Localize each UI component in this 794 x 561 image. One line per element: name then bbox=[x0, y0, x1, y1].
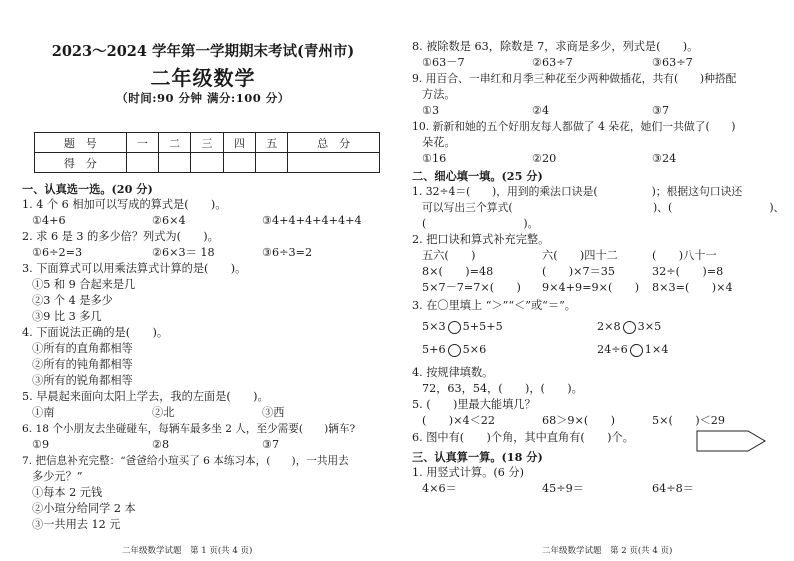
q5-option-2[interactable]: ②北 bbox=[152, 406, 175, 419]
score-input-cell[interactable] bbox=[126, 153, 158, 173]
calc-item[interactable]: 64÷8＝ bbox=[652, 482, 694, 495]
q8-option-3[interactable]: ③63÷7 bbox=[652, 56, 693, 69]
compare-right: 5+5+5 bbox=[462, 320, 503, 333]
q10-option-1[interactable]: ①16 bbox=[422, 152, 447, 165]
score-table-score-row bbox=[35, 153, 380, 173]
question-4: 4. 下面说法正确的是( )。 bbox=[22, 326, 169, 339]
compare-left: 5×3 bbox=[422, 320, 446, 333]
fill-2-item[interactable]: 5×7－7=7×( ) bbox=[422, 281, 521, 294]
question-10-line2: 朵花。 bbox=[422, 136, 456, 149]
fill-1-line2: 可以写出三个算式( )、( )、 bbox=[422, 201, 785, 214]
pentagon-shape-figure bbox=[696, 430, 766, 452]
score-cell: 五 bbox=[256, 133, 288, 153]
q7-option-1[interactable]: ①每本 2 元钱 bbox=[32, 486, 103, 499]
question-6: 6. 18 个小朋友去坐碰碰车，每辆车最多坐 2 人，至少需要( )辆车? bbox=[22, 423, 356, 435]
question-5: 5. 早晨起来面向太阳上学去，我的左面是( )。 bbox=[22, 390, 269, 403]
q2-option-2[interactable]: ②6×3＝ 18 bbox=[152, 246, 215, 259]
score-cell: 二 bbox=[158, 133, 190, 153]
q6-option-3[interactable]: ③7 bbox=[262, 438, 280, 451]
compare-item bbox=[597, 343, 668, 357]
question-3: 3. 下面算式可以用乘法算式计算的是( )。 bbox=[22, 262, 247, 275]
fill-2-item[interactable]: 9×4+9=9×( ) bbox=[542, 281, 640, 294]
fill-2-item[interactable]: ( )八十一 bbox=[652, 249, 717, 262]
q3-option-3[interactable]: ③9 比 3 多几 bbox=[32, 310, 102, 323]
fill-4-sequence[interactable]: 72，63，54，( )，( )。 bbox=[422, 382, 583, 395]
fill-5-item[interactable]: 5×( )＜29 bbox=[652, 414, 726, 427]
q9-option-2[interactable]: ②4 bbox=[532, 104, 550, 117]
fill-2-item[interactable]: 五六( ) bbox=[422, 249, 476, 262]
exam-info: （时间:90 分钟 满分:100 分） bbox=[116, 91, 290, 105]
calc-item[interactable]: 45÷9＝ bbox=[542, 482, 584, 495]
question-9-line2: 方法。 bbox=[422, 88, 456, 101]
compare-item bbox=[422, 343, 486, 357]
question-9-line1: 9. 用百合、一串红和月季三种花至少两种做插花，共有( )种搭配 bbox=[412, 72, 737, 85]
q10-option-2[interactable]: ②20 bbox=[532, 152, 557, 165]
compare-right: 1×4 bbox=[644, 343, 669, 356]
q7-option-2[interactable]: ②小瑄分给同学 2 本 bbox=[32, 502, 136, 515]
q1-option-2[interactable]: ②6×4 bbox=[152, 214, 186, 227]
exam-title: 2023～2024 学年第一学期期末考试(青州市) bbox=[51, 43, 355, 60]
compare-left: 5+6 bbox=[422, 343, 446, 356]
page-footer-left: 二年级数学试题 第 1 页(共 4 页) bbox=[122, 546, 253, 556]
q7-option-3[interactable]: ③一共用去 12 元 bbox=[32, 518, 121, 531]
q3-option-1[interactable]: ①5 和 9 合起来是几 bbox=[32, 278, 136, 291]
fill-2: 2. 把口诀和算式补充完整。 bbox=[412, 233, 550, 246]
score-table-header-row bbox=[35, 133, 380, 153]
score-input-cell[interactable] bbox=[191, 153, 223, 173]
q4-option-2[interactable]: ②所有的钝角都相等 bbox=[32, 358, 133, 371]
calc-1: 1. 用竖式计算。(6 分) bbox=[412, 466, 524, 479]
fill-2-item[interactable]: 8×3=( )×4 bbox=[652, 281, 733, 294]
fill-2-item[interactable]: ( )×7＝35 bbox=[542, 265, 616, 278]
section-3-heading: 三、认真算一算。(18 分) bbox=[412, 450, 543, 464]
compare-circle[interactable] bbox=[623, 321, 636, 334]
score-cell: 总 分 bbox=[288, 133, 380, 153]
section-1-heading: 一、认真选一选。(20 分) bbox=[22, 182, 153, 196]
fill-3: 3. 在〇里填上 “＞”“＜”或“＝”。 bbox=[412, 299, 576, 312]
compare-right: 5×6 bbox=[462, 343, 487, 356]
q3-option-2[interactable]: ②3 个 4 是多少 bbox=[32, 294, 113, 307]
score-cell: 得 分 bbox=[35, 153, 127, 173]
q1-option-3[interactable]: ③4+4+4+4+4+4 bbox=[262, 214, 362, 227]
question-1: 1. 4 个 6 相加可以写成的算式是( )。 bbox=[22, 198, 227, 211]
score-cell: 题 号 bbox=[35, 133, 127, 153]
q10-option-3[interactable]: ③24 bbox=[652, 152, 677, 165]
q2-option-1[interactable]: ①6÷2=3 bbox=[32, 246, 83, 259]
compare-circle[interactable] bbox=[448, 344, 461, 357]
score-input-cell[interactable] bbox=[256, 153, 288, 173]
question-2: 2. 求 6 是 3 的多少倍？列式为( )。 bbox=[22, 230, 219, 243]
fill-2-item[interactable]: 六( )四十二 bbox=[542, 249, 618, 262]
question-10-line1: 10. 新新和她的五个好朋友每人都做了 4 朵花，她们一共做了( ) bbox=[412, 120, 736, 133]
fill-1-line1: 1. 32÷4＝( )，用到的乘法口诀是( )；根据这句口诀还 bbox=[412, 185, 743, 198]
fill-4: 4. 按规律填数。 bbox=[412, 366, 494, 379]
section-2-heading: 二、细心填一填。(25 分) bbox=[412, 169, 543, 183]
question-8: 8. 被除数是 63，除数是 7，求商是多少，列式是( )。 bbox=[412, 40, 699, 53]
question-7-line2: 多少元？” bbox=[32, 470, 83, 483]
q9-option-3[interactable]: ③7 bbox=[652, 104, 670, 117]
compare-left: 24÷6 bbox=[597, 343, 628, 356]
compare-circle[interactable] bbox=[630, 344, 643, 357]
q8-option-2[interactable]: ②63÷7 bbox=[532, 56, 573, 69]
score-input-cell[interactable] bbox=[158, 153, 190, 173]
calc-item[interactable]: 4×6＝ bbox=[422, 482, 457, 495]
compare-left: 2×8 bbox=[597, 320, 621, 333]
q2-option-3[interactable]: ③6÷3=2 bbox=[262, 246, 313, 259]
q4-option-1[interactable]: ①所有的直角都相等 bbox=[32, 342, 133, 355]
fill-2-item[interactable]: 8×( )=48 bbox=[422, 265, 494, 278]
question-7-line1: 7. 把信息补充完整：“爸爸给小瑄买了 6 本练习本，( )，一共用去 bbox=[22, 455, 349, 467]
fill-5: 5. ( )里最大能填几？ bbox=[412, 398, 536, 411]
q5-option-1[interactable]: ①南 bbox=[32, 406, 55, 419]
score-cell: 四 bbox=[223, 133, 255, 153]
compare-right: 3×5 bbox=[637, 320, 662, 333]
score-cell: 三 bbox=[191, 133, 223, 153]
compare-item bbox=[597, 320, 661, 334]
score-input-cell[interactable] bbox=[288, 153, 380, 173]
right-column bbox=[412, 0, 785, 561]
page-footer-right: 二年级数学试题 第 2 页(共 4 页) bbox=[542, 546, 673, 556]
q9-option-1[interactable]: ①3 bbox=[422, 104, 440, 117]
subject-title: 二年级数学 bbox=[150, 66, 256, 90]
fill-5-item[interactable]: 68＞9×( ) bbox=[542, 414, 616, 427]
q6-option-2[interactable]: ②8 bbox=[152, 438, 170, 451]
left-column bbox=[22, 0, 384, 561]
fill-1-line3: ( )。 bbox=[422, 217, 539, 230]
score-cell: 一 bbox=[126, 133, 158, 153]
compare-circle[interactable] bbox=[448, 321, 461, 334]
q4-option-3[interactable]: ③所有的锐角都相等 bbox=[32, 374, 133, 387]
fill-5-item[interactable]: ( )×4＜22 bbox=[422, 414, 496, 427]
q8-option-1[interactable]: ①63－7 bbox=[422, 56, 465, 69]
compare-item bbox=[422, 320, 503, 334]
score-input-cell[interactable] bbox=[223, 153, 255, 173]
q6-option-1[interactable]: ①9 bbox=[32, 438, 50, 451]
fill-6: 6. 图中有( )个角，其中直角有( )个。 bbox=[412, 431, 634, 444]
q1-option-1[interactable]: ①4+6 bbox=[32, 214, 66, 227]
q5-option-3[interactable]: ③西 bbox=[262, 406, 285, 419]
score-table bbox=[34, 132, 380, 173]
fill-2-item[interactable]: 32÷( )=8 bbox=[652, 265, 724, 278]
